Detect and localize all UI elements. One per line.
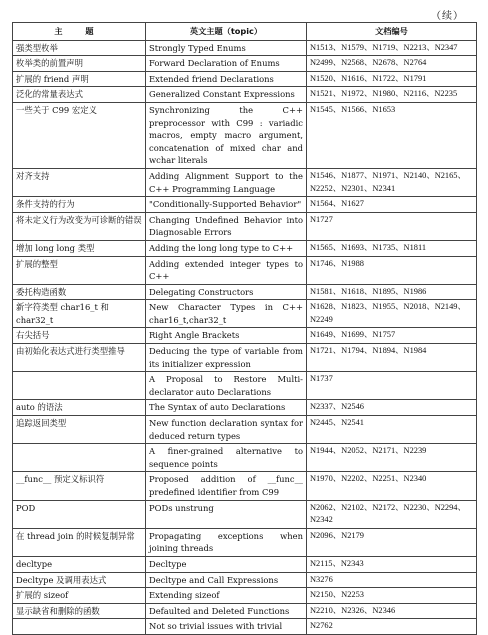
topic-cell: 将未定义行为改变为可诊断的错误 bbox=[13, 212, 146, 240]
english-topic-cell: Adding extended integer types to C++ bbox=[146, 256, 307, 284]
table-row bbox=[13, 300, 477, 328]
document-number-cell: N1649、N1699、N1757 bbox=[307, 328, 477, 344]
topic-cell: 对齐支持 bbox=[13, 168, 146, 196]
table-row bbox=[13, 619, 477, 635]
english-topic-cell: Decltype bbox=[146, 556, 307, 572]
document-number-cell: N1746、N1988 bbox=[307, 256, 477, 284]
topic-cell: 泛化的常量表达式 bbox=[13, 87, 146, 103]
english-topic-cell: Propagating exceptions when joining threads bbox=[146, 528, 307, 556]
document-number-cell: N2337、N2546 bbox=[307, 400, 477, 416]
topic-cell: __func__ 预定义标识符 bbox=[13, 472, 146, 500]
table-row bbox=[13, 588, 477, 604]
topic-cell: 扩展的 sizeof bbox=[13, 588, 146, 604]
table-row bbox=[13, 87, 477, 103]
table-header-row bbox=[13, 23, 477, 41]
english-topic-cell: Extending sizeof bbox=[146, 588, 307, 604]
topic-cell: decltype bbox=[13, 556, 146, 572]
document-number-cell: N1521、N1972、N1980、N2116、N2235 bbox=[307, 87, 477, 103]
topic-cell: 由初始化表达式进行类型推导 bbox=[13, 344, 146, 372]
topic-cell: 扩展的 friend 声明 bbox=[13, 71, 146, 87]
document-number-cell: N1546、N1877、N1971、N2140、N2165、N2252、N2301、N2341 bbox=[307, 168, 477, 196]
document-number-cell: N1520、N1616、N1722、N1791 bbox=[307, 71, 477, 87]
topic-cell: 右尖括号 bbox=[13, 328, 146, 344]
english-topic-cell: Strongly Typed Enums bbox=[146, 40, 307, 56]
topic-cell: 扩展的整型 bbox=[13, 256, 146, 284]
table-row bbox=[13, 71, 477, 87]
document-number-cell: N1737 bbox=[307, 372, 477, 400]
document-number-cell: N1513、N1579、N1719、N2213、N2347 bbox=[307, 40, 477, 56]
english-topic-cell: Generalized Constant Expressions bbox=[146, 87, 307, 103]
table-row bbox=[13, 528, 477, 556]
document-number-cell: N1581、N1618、N1895、N1986 bbox=[307, 284, 477, 300]
english-topic-cell: PODs unstrung bbox=[146, 500, 307, 528]
english-topic-cell: Right Angle Brackets bbox=[146, 328, 307, 344]
table-row bbox=[13, 328, 477, 344]
topic-cell: Decltype 及调用表达式 bbox=[13, 572, 146, 588]
table-row bbox=[13, 256, 477, 284]
english-topic-cell: New Character Types in C++ char16_t,char32_t bbox=[146, 300, 307, 328]
english-topic-cell: A Proposal to Restore Multi-declarator auto Declarations bbox=[146, 372, 307, 400]
table-row bbox=[13, 212, 477, 240]
english-topic-cell: New function declaration syntax for deduced return types bbox=[146, 416, 307, 444]
table-row bbox=[13, 444, 477, 472]
topic-cell bbox=[13, 372, 146, 400]
document-number-cell: N1721、N1794、N1894、N1984 bbox=[307, 344, 477, 372]
table-row bbox=[13, 500, 477, 528]
table-row bbox=[13, 197, 477, 213]
topic-cell: 追踪返回类型 bbox=[13, 416, 146, 444]
document-number-cell: N1565、N1693、N1735、N1811 bbox=[307, 240, 477, 256]
english-topic-cell: Adding Alignment Support to the C++ Programming Language bbox=[146, 168, 307, 196]
english-topic-cell: Defaulted and Deleted Functions bbox=[146, 603, 307, 619]
document-number-cell: N1545、N1566、N1653 bbox=[307, 102, 477, 168]
english-topic-cell: Deducing the type of variable from its initializer expression bbox=[146, 344, 307, 372]
table-row bbox=[13, 102, 477, 168]
table-row bbox=[13, 168, 477, 196]
document-number-cell: N2096、N2179 bbox=[307, 528, 477, 556]
english-topic-cell: Not so trivial issues with trivial bbox=[146, 619, 307, 635]
english-topic-cell: Forward Declaration of Enums bbox=[146, 56, 307, 72]
document-number-cell: N2499、N2568、N2678、N2764 bbox=[307, 56, 477, 72]
document-number-cell: N2150、N2253 bbox=[307, 588, 477, 604]
table-row bbox=[13, 472, 477, 500]
topic-cell: 枚举类的前置声明 bbox=[13, 56, 146, 72]
document-number-cell: N1727 bbox=[307, 212, 477, 240]
english-topic-cell: Delegating Constructors bbox=[146, 284, 307, 300]
continued-label: （续） bbox=[431, 11, 464, 22]
topic-cell bbox=[13, 619, 146, 635]
topic-cell: 强类型枚举 bbox=[13, 40, 146, 56]
header-topic: 主 题 bbox=[13, 23, 146, 41]
table-row bbox=[13, 56, 477, 72]
document-number-cell: N2445、N2541 bbox=[307, 416, 477, 444]
table-row bbox=[13, 556, 477, 572]
table-row bbox=[13, 344, 477, 372]
topic-cell: 一些关于 C99 宏定义 bbox=[13, 102, 146, 168]
topic-cell: 显示缺省和删除的函数 bbox=[13, 603, 146, 619]
english-topic-cell: Decltype and Call Expressions bbox=[146, 572, 307, 588]
table-row bbox=[13, 240, 477, 256]
document-number-cell: N2210、N2326、N2346 bbox=[307, 603, 477, 619]
topic-cell bbox=[13, 444, 146, 472]
table-row bbox=[13, 603, 477, 619]
english-topic-cell: A finer-grained alternative to sequence points bbox=[146, 444, 307, 472]
document-number-cell: N1628、N1823、N1955、N2018、N2149、N2249 bbox=[307, 300, 477, 328]
english-topic-cell: Synchronizing the C++ preprocessor with C99 : variadic macros, empty macro argument, concatenation of mixed char and wchar literals bbox=[146, 102, 307, 168]
document-number-cell: N2762 bbox=[307, 619, 477, 635]
header-document-number: 文档编号 bbox=[307, 23, 477, 41]
table-row bbox=[13, 416, 477, 444]
topic-cell: auto 的语法 bbox=[13, 400, 146, 416]
topic-cell: 条件支持的行为 bbox=[13, 197, 146, 213]
topic-cell: 新字符类型 char16_t 和 char32_t bbox=[13, 300, 146, 328]
english-topic-cell: "Conditionally-Supported Behavior" bbox=[146, 197, 307, 213]
table-row bbox=[13, 372, 477, 400]
document-number-cell: N1944、N2052、N2171、N2239 bbox=[307, 444, 477, 472]
english-topic-cell: Adding the long long type to C++ bbox=[146, 240, 307, 256]
document-number-cell: N1970、N2202、N2251、N2340 bbox=[307, 472, 477, 500]
document-number-cell: N2115、N2343 bbox=[307, 556, 477, 572]
document-number-cell: N1564、N1627 bbox=[307, 197, 477, 213]
english-topic-cell: Changing Undefined Behavior into Diagnosable Errors bbox=[146, 212, 307, 240]
table-row bbox=[13, 572, 477, 588]
english-topic-cell: Extended friend Declarations bbox=[146, 71, 307, 87]
table-row bbox=[13, 40, 477, 56]
english-topic-cell: Proposed addition of __func__ predefined identifier from C99 bbox=[146, 472, 307, 500]
topic-table bbox=[12, 22, 477, 635]
topic-cell: 增加 long long 类型 bbox=[13, 240, 146, 256]
document-number-cell: N2062、N2102、N2172、N2230、N2294、N2342 bbox=[307, 500, 477, 528]
topic-table-container bbox=[12, 22, 476, 635]
header-english-topic: 英文主题（topic） bbox=[146, 23, 307, 41]
table-row bbox=[13, 400, 477, 416]
document-number-cell: N3276 bbox=[307, 572, 477, 588]
topic-cell: 在 thread join 的时候复制异常 bbox=[13, 528, 146, 556]
english-topic-cell: The Syntax of auto Declarations bbox=[146, 400, 307, 416]
topic-cell: 委托构造函数 bbox=[13, 284, 146, 300]
table-row bbox=[13, 284, 477, 300]
topic-cell: POD bbox=[13, 500, 146, 528]
